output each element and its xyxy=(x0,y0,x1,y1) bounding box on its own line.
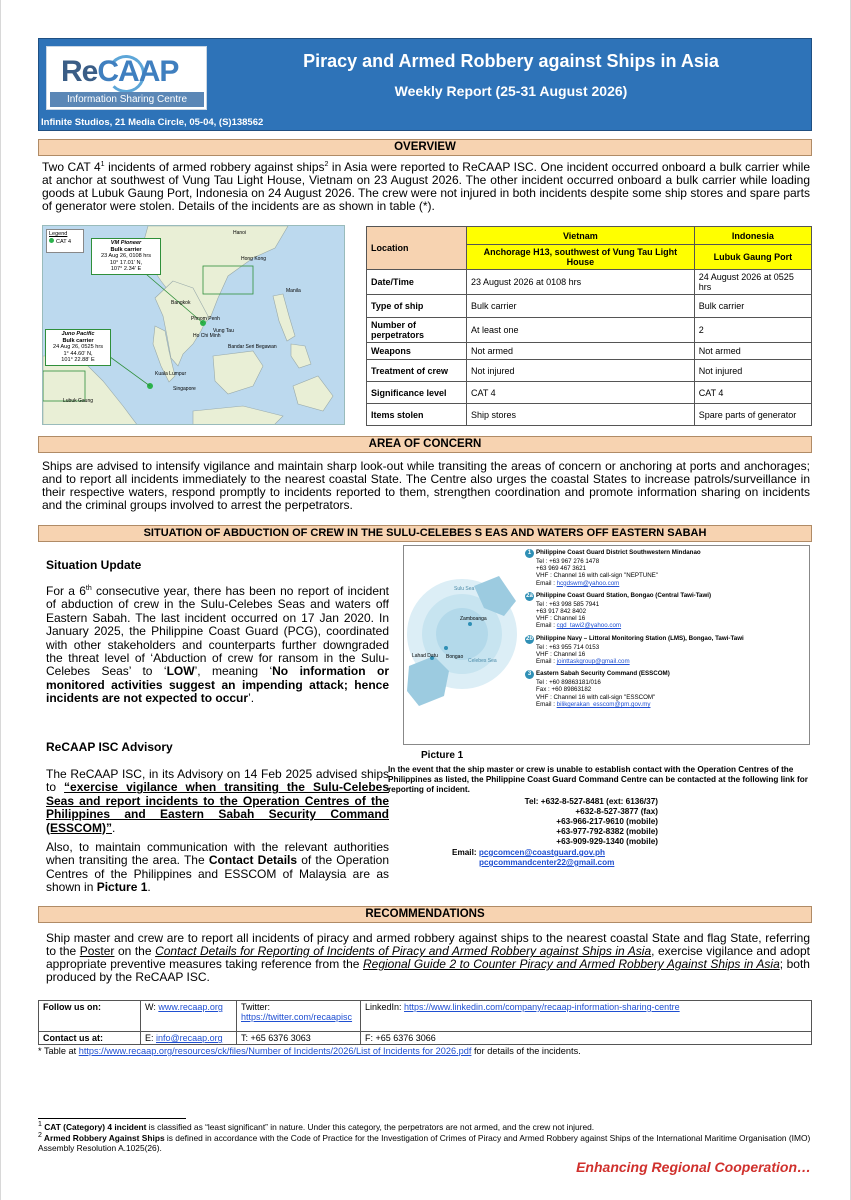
cell-value: Spare parts of generator xyxy=(694,404,811,426)
pcg-email-link[interactable]: pcgcomcen@coastguard.gov.ph xyxy=(478,848,605,857)
map-label: Bongao xyxy=(446,654,464,660)
callout-vietnam: VM Pioneer Bulk carrier 23 Aug 26, 0108 hrs 10° 17.01' N, 107° 2.34' E xyxy=(91,238,161,275)
cell-value: Not injured xyxy=(467,360,695,382)
situation-update-text: For a 6th consecutive year, there has been no report of incident of abduction of crew in the Sulu-Celebes Seas and waters off Eastern Sabah. The last incident occurred on 17 Jan 2020. In January 2025, the Philippine Coast Guard (PCG), coordinated with other stakeholders and counterparts further downgraded the threat level of ‘Abduction of crew for ransom in the Sulu-Celebes Seas’ to ‘LOW’, meaning ‘No information or monitored activities suggest an impending attack; hence incidents are not expected to occur’. xyxy=(46,584,389,706)
map-label: Singapore xyxy=(173,386,196,392)
cell-value: Ship stores xyxy=(467,404,695,426)
incident-list-link[interactable]: https://www.recaap.org/resources/ck/files/Number of Incidents/2026/List of Incidents for 2026.pdf xyxy=(78,1046,472,1056)
contact-block: 3 Eastern Sabah Security Command (ESSCOM) Tel : +60 89863181/016 Fax : +60 89863182 VHF : Channel 16 with call-sign "ESSCOM" Email : bilikgerakan_esscom@pm.gov.my xyxy=(525,670,808,708)
email-link[interactable]: info@recaap.org xyxy=(156,1033,223,1043)
callout-indonesia: Juno Pacific Bulk carrier 24 Aug 26, 0525 hrs 1° 44.60' N, 101° 22.88' E xyxy=(45,329,111,366)
slogan: Enhancing Regional Cooperation… xyxy=(576,1159,811,1175)
regional-guide-link[interactable]: Regional Guide 2 to Counter Piracy and Armed Robbery Against Ships in Asia xyxy=(362,957,780,971)
map-label: Ho Chi Minh xyxy=(193,333,221,339)
twitter-link[interactable]: https://twitter.com/recaapisc xyxy=(241,1012,353,1022)
row-label: Weapons xyxy=(367,343,467,360)
table-note: * Table at https://www.recaap.org/resources/ck/files/Number of Incidents/2026/List of Incidents for 2026.pdf for details of the incidents. xyxy=(38,1046,581,1056)
report-subtitle: Weekly Report (25-31 August 2026) xyxy=(394,83,628,99)
pcg-emails: Email: pcgcomcen@coastguard.gov.ph pcgcommandcenter22@gmail.com xyxy=(452,848,615,867)
cat4-marker-icon xyxy=(49,238,54,243)
cell-value: 2 xyxy=(694,318,811,343)
location-indonesia: Lubuk Gaung Port xyxy=(694,245,811,270)
map-label: Hanoi xyxy=(233,230,247,236)
telephone: T: +65 6376 3063 xyxy=(237,1032,361,1045)
email-link[interactable]: jointtaskgroup@gmail.com xyxy=(556,658,630,666)
email-link[interactable]: bilikgerakan_esscom@pm.gov.my xyxy=(556,700,651,708)
incident-map xyxy=(42,225,345,425)
picture-caption: Picture 1 xyxy=(421,750,464,761)
row-label: Number of perpetrators xyxy=(367,318,467,343)
fax: F: +65 6376 3066 xyxy=(361,1032,812,1045)
cell-value: Bulk carrier xyxy=(694,295,811,318)
pcg-note: In the event that the ship master or crew is unable to establish contact with the Operation Centres of the Philippines as listed, the Philippine Coast Guard Command Centre can be contacted at the following link for reporting of incident. xyxy=(388,765,808,794)
pcg-telephones: Tel: +632-8-527-8481 (ext: 6136/37) +632-8-527-3877 (fax) +63-966-217-9610 (mobile) +63-977-792-8382 (mobile) +63-909-929-1340 (mobile) xyxy=(524,797,658,846)
contact-block: 2b Philippine Navy – Littoral Monitoring Station (LMS), Bongao, Tawi-Tawi Tel : +63 955 714 0153 VHF : Channel 16 Email : jointtaskgroup@gmail.com xyxy=(525,634,744,666)
concern-heading: AREA OF CONCERN xyxy=(38,436,812,453)
map-label: Vung Tau xyxy=(213,328,234,334)
linkedin-link[interactable]: https://www.linkedin.com/company/recaap-information-sharing-centre xyxy=(404,1002,680,1012)
cell-value: Not armed xyxy=(467,343,695,360)
map-label: Zamboanga xyxy=(460,616,487,622)
advisory-text: The ReCAAP ISC, in its Advisory on 14 Feb 2025 advised ships to “exercise vigilance when transiting the Sulu-Celebes Seas and report incidents to the Operation Centres of the Philippines and Eastern Sabah Security Command (ESSCOM)”. xyxy=(46,767,389,835)
contact-us-label: Contact us at: xyxy=(39,1032,141,1045)
footnote-2: $^2$ Armed Robbery Against Ships is defined in accordance with the Code of Practice for the Investigation of Crimes of Piracy and Armed Robbery against Ships of the International Maritime Organisation (IMO) Assembly Resolution A.1025(26). xyxy=(38,1132,811,1153)
email-link[interactable]: hcgdswm@yahoo.com xyxy=(556,579,620,587)
cell-value: Not injured xyxy=(694,360,811,382)
map-label: Sulu Sea xyxy=(454,586,475,592)
website-link[interactable]: www.recaap.org xyxy=(158,1002,223,1012)
location-header: Location xyxy=(367,227,467,270)
cell-value: 24 August 2026 at 0525 hrs xyxy=(694,270,811,295)
report-title: Piracy and Armed Robbery against Ships in Asia xyxy=(303,51,719,71)
map-label: Celebes Sea xyxy=(468,658,497,664)
logo-subtitle: Information Sharing Centre xyxy=(50,92,204,107)
map-label: Lahad Datu xyxy=(412,653,438,659)
report-header xyxy=(38,38,812,131)
contact-details-text: Also, to maintain communication with the relevant authorities when transiting the area. The Contact Details of the Operation Centres of the Philippines and ESSCOM of Malaysia are as shown in Picture 1. xyxy=(46,840,390,895)
recommendations-heading: RECOMMENDATIONS xyxy=(38,906,812,923)
contact-block: 1 Philippine Coast Guard District Southwestern Mindanao Tel : +63 967 276 1478 +63 969 467 3621 VHF : Channel 16 with call-sign "NEPTUNE" Email : hcgdswm@yahoo.com xyxy=(525,549,808,587)
contact-picture xyxy=(403,545,810,745)
row-label: Significance level xyxy=(367,382,467,404)
recommendations-text: Ship master and crew are to report all incidents of piracy and armed robbery against ships to the nearest coastal State and flag State, referring to the Poster on the Contact Details for Reporting of Incidents of Piracy and Armed Robbery against Ships in Asia, exercise vigilance and adopt appropriate preventive measures taking reference from the Regional Guide 2 to Counter Piracy and Armed Robbery Against Ships in Asia; both produced by the ReCAAP ISC. xyxy=(46,931,811,984)
row-label: Type of ship xyxy=(367,295,467,318)
contact-details-link[interactable]: Contact Details for Reporting of Incidents of Piracy and Armed Robbery against Ships in Asia xyxy=(155,944,652,958)
cell-value: Bulk carrier xyxy=(467,295,695,318)
overview-text: Two CAT $4^1$ incidents of armed robbery against ships$^2$ in Asia were reported to ReCAAP ISC. One incident occurred onboard a bulk carrier while at anchor at southwest of Vung Tau Light House, Vietnam on 23 August 2026. The other incident occurred onboard a bulk carrier while loading goods at Lubuk Gaung Port, Indonesia on 24 August 2026. The crew were not injured in both incidents despite some ship stores and spare parts of generator were stolen. Details of the incidents are as shown in table (*). xyxy=(42,160,810,213)
map-label: Bangkok xyxy=(171,300,191,306)
centre-address: Infinite Studios, 21 Media Circle, 05-04, (S)138562 xyxy=(41,117,264,128)
follow-us-label: Follow us on: xyxy=(39,1001,141,1032)
row-label: Date/Time xyxy=(367,270,467,295)
contact-list xyxy=(525,549,808,713)
poster-link[interactable]: Poster xyxy=(79,944,115,958)
row-label: Treatment of crew xyxy=(367,360,467,382)
contact-block: 2a Philippine Coast Guard Station, Bongao (Central Tawi-Tawi) Tel : +63 998 585 7941 +63 917 842 8402 VHF : Channel 16 Email : cgd_tawi2@yahoo.com xyxy=(526,591,712,630)
location-vietnam: Anchorage H13, southwest of Vung Tau Light House xyxy=(467,245,695,270)
map-label: Lubuk Gaung xyxy=(63,398,94,404)
abduction-heading: SITUATION OF ABDUCTION OF CREW IN THE SULU-CELEBES S EAS AND WATERS OFF EASTERN SABAH xyxy=(38,525,812,542)
row-label: Items stolen xyxy=(367,404,467,426)
recaap-logo xyxy=(46,46,207,110)
pcg-email-link[interactable]: pcgcommandcenter22@gmail.com xyxy=(479,858,615,867)
map-label: Manila xyxy=(286,288,301,294)
concern-text: Ships are advised to intensify vigilance and maintain sharp look-out while transiting the areas of concern or anchoring at ports and anchorages; and to report all incidents immediately to the nearest coastal State. The Centre also urges the coastal States to increase patrols/surveillance in their respective waters, respond promptly to incidents reported to them, strengthen coordination and promote information sharing on incidents and the criminal groups involved to arrest the perpetrators. xyxy=(42,459,810,512)
cell-value: At least one xyxy=(467,318,695,343)
country-vietnam: Vietnam xyxy=(467,227,695,245)
map-legend: Legend CAT 4 xyxy=(46,229,84,253)
incident-table xyxy=(366,226,812,426)
map-label: Hong Kong xyxy=(241,256,267,262)
cell-value: CAT 4 xyxy=(694,382,811,404)
logo-accent: CAAP xyxy=(97,55,179,88)
footnote-1: $^1$ CAT (Category) 4 incident is classified as “least significant” in nature. Under this category, the perpetrators are not armed, and the crew not injured. xyxy=(38,1121,595,1132)
cell-value: 23 August 2026 at 0108 hrs xyxy=(467,270,695,295)
map-label: Kuala Lumpur xyxy=(155,371,187,377)
follow-contact-table: Follow us on: W: www.recaap.org Twitter: https://twitter.com/recaapisc LinkedIn: https://www.linkedin.com/company/recaap-information-sharing-centre Contact us at: E: info@recaap.org T: +65 6376 3063 F: +65 6376 3066 xyxy=(38,1000,812,1045)
cell-value: CAT 4 xyxy=(467,382,695,404)
country-indonesia: Indonesia xyxy=(694,227,811,245)
email-link[interactable]: cgd_tawi2@yahoo.com xyxy=(556,622,622,630)
map-label: Phnom Penh xyxy=(191,316,220,322)
footnote-ref-1[interactable]: 1 xyxy=(100,161,105,168)
map-label: Bandar Seri Begawan xyxy=(228,344,277,350)
sulu-sea-map xyxy=(404,546,524,744)
overview-heading: OVERVIEW xyxy=(38,139,812,156)
logo-main: Re xyxy=(61,55,98,88)
footnote-divider xyxy=(38,1118,186,1119)
situation-update-title: Situation Update xyxy=(46,558,142,572)
cell-value: Not armed xyxy=(694,343,811,360)
footnote-ref-2[interactable]: 2 xyxy=(324,161,329,168)
advisory-title: ReCAAP ISC Advisory xyxy=(46,740,173,754)
